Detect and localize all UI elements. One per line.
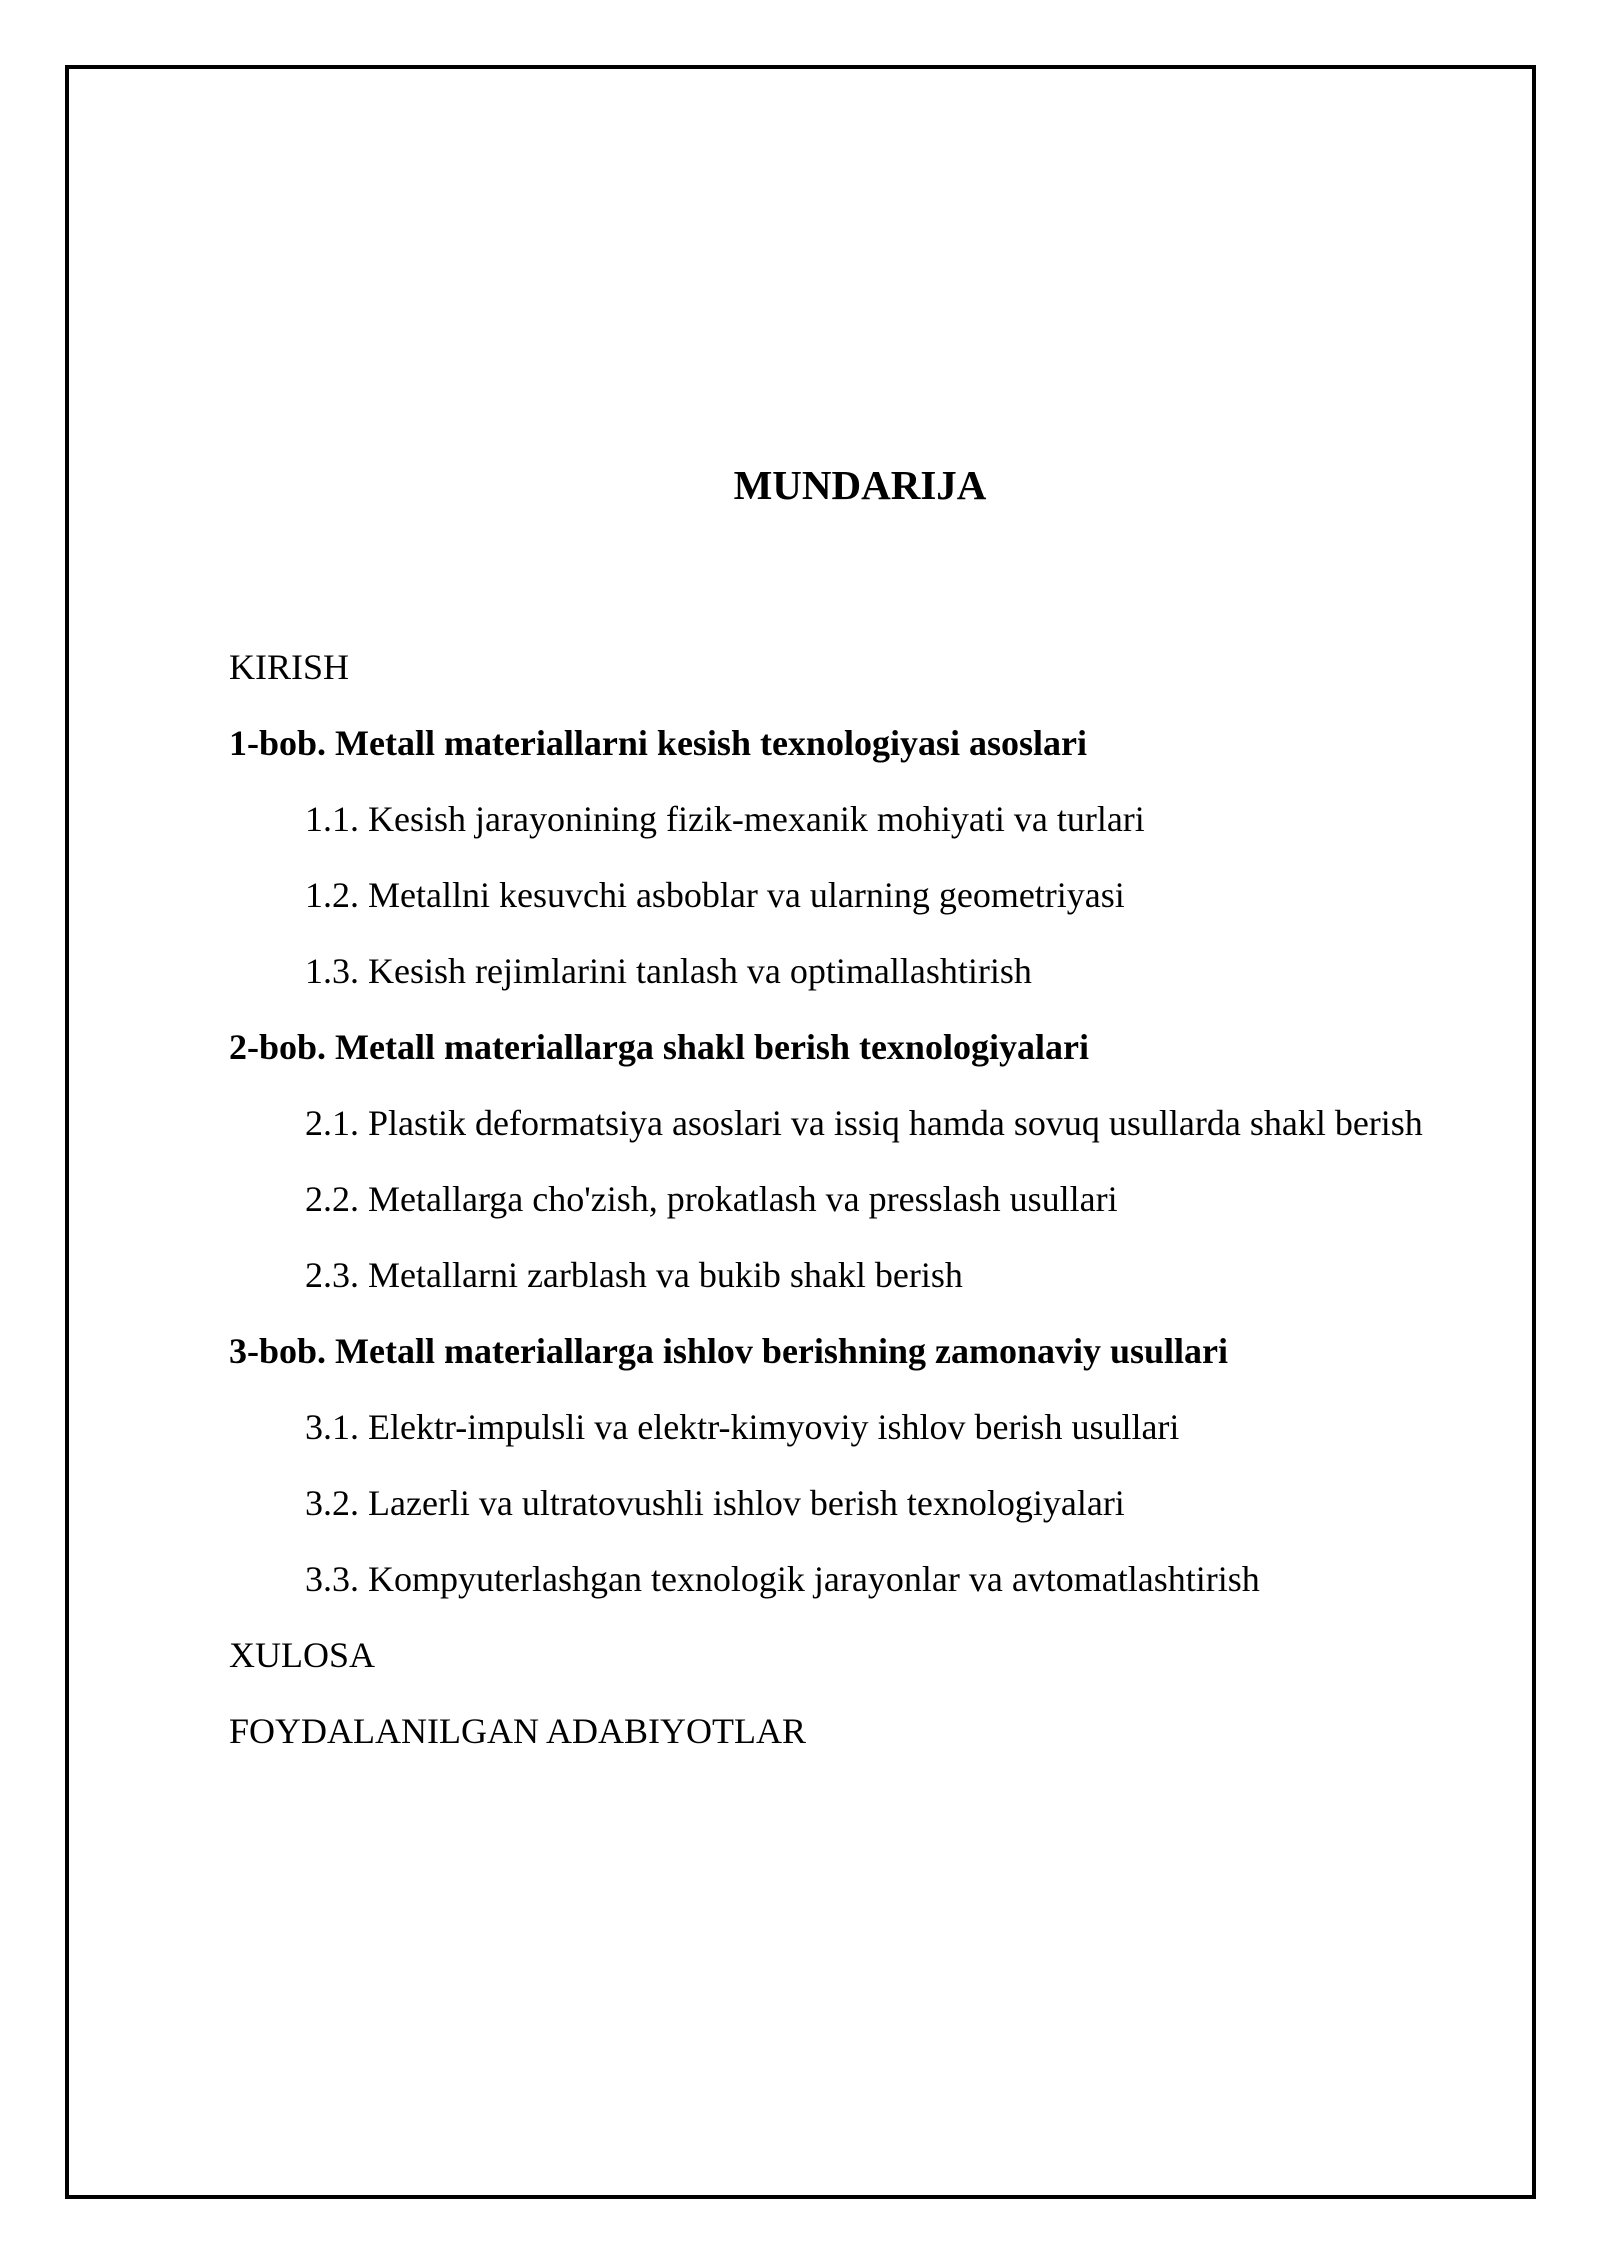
toc-entry-references: FOYDALANILGAN ADABIYOTLAR xyxy=(229,1711,806,1751)
page-title: MUNDARIJA xyxy=(733,462,987,508)
toc-chapter-2: 2-bob. Metall materiallarga shakl berish texnologiyalari xyxy=(229,1027,1089,1067)
toc-entry-conclusion: XULOSA xyxy=(229,1635,376,1675)
toc-section-3-2: 3.2. Lazerli va ultratovushli ishlov berish texnologiyalari xyxy=(305,1483,1125,1523)
toc-section-3-1: 3.1. Elektr-impulsli va elektr-kimyoviy ishlov berish usullari xyxy=(305,1407,1180,1447)
table-of-contents xyxy=(229,643,1529,1783)
toc-chapter-1: 1-bob. Metall materiallarni kesish texnologiyasi asoslari xyxy=(229,723,1087,763)
toc-section-1-1: 1.1. Kesish jarayonining fizik-mexanik mohiyati va turlari xyxy=(305,799,1145,839)
toc-section-2-2: 2.2. Metallarga cho'zish, prokatlash va presslash usullari xyxy=(305,1179,1118,1219)
toc-chapter-3: 3-bob. Metall materiallarga ishlov berishning zamonaviy usullari xyxy=(229,1331,1229,1371)
toc-section-1-2: 1.2. Metallni kesuvchi asboblar va ularning geometriyasi xyxy=(305,875,1125,915)
toc-section-3-3: 3.3. Kompyuterlashgan texnologik jarayonlar va avtomatlashtirish xyxy=(305,1559,1260,1599)
toc-section-1-3: 1.3. Kesish rejimlarini tanlash va optimallashtirish xyxy=(305,951,1032,991)
toc-entry-introduction: KIRISH xyxy=(229,647,350,687)
toc-section-2-1: 2.1. Plastik deformatsiya asoslari va issiq hamda sovuq usullarda shakl berish xyxy=(305,1103,1423,1143)
toc-section-2-3: 2.3. Metallarni zarblash va bukib shakl berish xyxy=(305,1255,963,1295)
